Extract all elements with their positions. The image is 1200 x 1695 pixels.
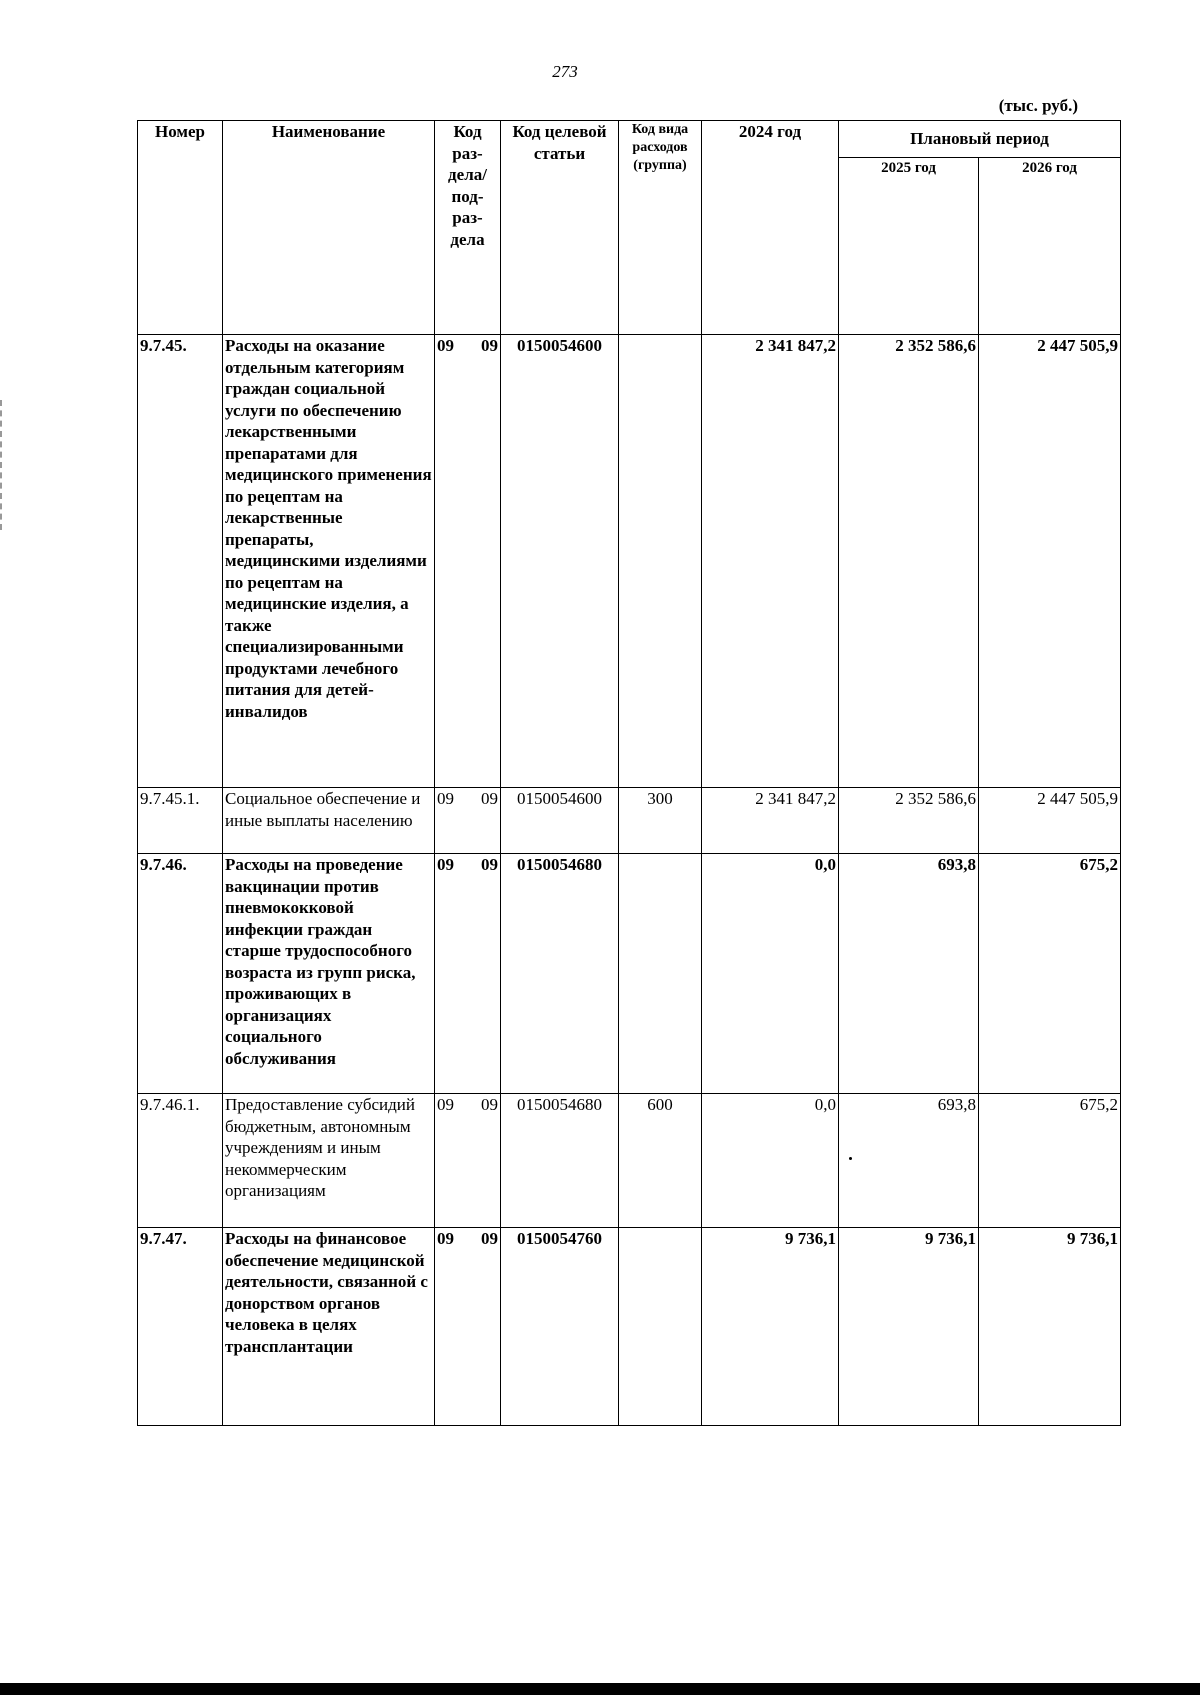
units-label: (тыс. руб.) bbox=[998, 96, 1078, 115]
subsection-code: 09 bbox=[481, 336, 498, 355]
row-target-code: 0150054680 bbox=[501, 1094, 619, 1228]
header-year-2024: 2024 год bbox=[702, 121, 839, 335]
row-value-2026: 675,2 bbox=[979, 1094, 1121, 1228]
row-number: 9.7.45. bbox=[138, 335, 223, 788]
row-number: 9.7.46.1. bbox=[138, 1094, 223, 1228]
row-value-2026: 675,2 bbox=[979, 854, 1121, 1094]
row-name: Расходы на финансовое обеспечение медицинской деятельности, связанной с донорством органов человека в целях трансплантации bbox=[223, 1228, 435, 1426]
section-code-pair bbox=[437, 1094, 498, 1116]
row-name: Расходы на проведение вакцинации против пневмококковой инфекции граждан старше трудоспособного возраста из групп риска, проживающих в организациях социального обслуживания bbox=[223, 854, 435, 1094]
row-value-2025: 2 352 586,6 bbox=[839, 335, 979, 788]
header-target-code: Код целевой статьи bbox=[501, 121, 619, 335]
row-expense-type bbox=[619, 335, 702, 788]
table-header bbox=[138, 121, 1121, 335]
row-value-2024: 0,0 bbox=[702, 854, 839, 1094]
row-value-2025: 9 736,1 bbox=[839, 1228, 979, 1426]
row-name: Расходы на оказание отдельным категориям граждан социальной услуги по обеспечению лекарственными препаратами для медицинского применения по рецептам на лекарственные препараты, медицинскими изделиями по рецептам на медицинские изделия, а также специализированными продуктами лечебного питания для детей-инвалидов bbox=[223, 335, 435, 788]
budget-table bbox=[137, 120, 1121, 1426]
row-number: 9.7.45.1. bbox=[138, 788, 223, 854]
row-value-2024: 9 736,1 bbox=[702, 1228, 839, 1426]
row-target-code: 0150054760 bbox=[501, 1228, 619, 1426]
row-value-2024: 0,0 bbox=[702, 1094, 839, 1228]
subsection-code: 09 bbox=[481, 855, 498, 874]
row-expense-type: 600 bbox=[619, 1094, 702, 1228]
row-section-code bbox=[435, 335, 501, 788]
row-value-2025: 2 352 586,6 bbox=[839, 788, 979, 854]
table-row bbox=[138, 854, 1121, 1094]
row-section-code bbox=[435, 1094, 501, 1228]
section-code: 09 bbox=[437, 1229, 454, 1248]
row-expense-type bbox=[619, 1228, 702, 1426]
section-code-pair bbox=[437, 335, 498, 357]
table-row bbox=[138, 788, 1121, 854]
row-number: 9.7.46. bbox=[138, 854, 223, 1094]
row-expense-type: 300 bbox=[619, 788, 702, 854]
subsection-code: 09 bbox=[481, 1095, 498, 1114]
row-section-code bbox=[435, 1228, 501, 1426]
header-name: Наименование bbox=[223, 121, 435, 335]
row-name: Социальное обеспечение и иные выплаты населению bbox=[223, 788, 435, 854]
header-number: Номер bbox=[138, 121, 223, 335]
row-target-code: 0150054600 bbox=[501, 335, 619, 788]
row-name: Предоставление субсидий бюджетным, автономным учреждениям и иным некоммерческим организациям bbox=[223, 1094, 435, 1228]
left-margin-marks bbox=[0, 400, 5, 530]
table-body bbox=[138, 335, 1121, 1426]
scan-bottom-edge bbox=[0, 1683, 1200, 1695]
row-target-code: 0150054600 bbox=[501, 788, 619, 854]
section-code: 09 bbox=[437, 855, 454, 874]
section-code-pair bbox=[437, 788, 498, 810]
header-year-2025: 2025 год bbox=[839, 158, 979, 335]
header-section-code: Код раз- дела/ под- раз- дела bbox=[435, 121, 501, 335]
header-planned-period: Плановый период bbox=[839, 121, 1121, 158]
section-code: 09 bbox=[437, 1095, 454, 1114]
row-value-2025: 693,8 bbox=[839, 854, 979, 1094]
row-value-2026: 2 447 505,9 bbox=[979, 788, 1121, 854]
subsection-code: 09 bbox=[481, 789, 498, 808]
section-code: 09 bbox=[437, 789, 454, 808]
row-value-2026: 9 736,1 bbox=[979, 1228, 1121, 1426]
table-row bbox=[138, 1228, 1121, 1426]
table-row bbox=[138, 1094, 1121, 1228]
section-code-pair bbox=[437, 1228, 498, 1250]
row-value-2024: 2 341 847,2 bbox=[702, 335, 839, 788]
row-value-2025: 693,8 bbox=[839, 1094, 979, 1228]
header-year-2026: 2026 год bbox=[979, 158, 1121, 335]
row-value-2024: 2 341 847,2 bbox=[702, 788, 839, 854]
scan-speck bbox=[849, 1157, 852, 1160]
row-number: 9.7.47. bbox=[138, 1228, 223, 1426]
row-value-2026: 2 447 505,9 bbox=[979, 335, 1121, 788]
section-code-pair bbox=[437, 854, 498, 876]
row-section-code bbox=[435, 854, 501, 1094]
page-number: 273 bbox=[552, 62, 578, 81]
header-expense-type: Код вида расходов (группа) bbox=[619, 121, 702, 335]
section-code: 09 bbox=[437, 336, 454, 355]
row-expense-type bbox=[619, 854, 702, 1094]
table-row bbox=[138, 335, 1121, 788]
subsection-code: 09 bbox=[481, 1229, 498, 1248]
row-target-code: 0150054680 bbox=[501, 854, 619, 1094]
row-section-code bbox=[435, 788, 501, 854]
